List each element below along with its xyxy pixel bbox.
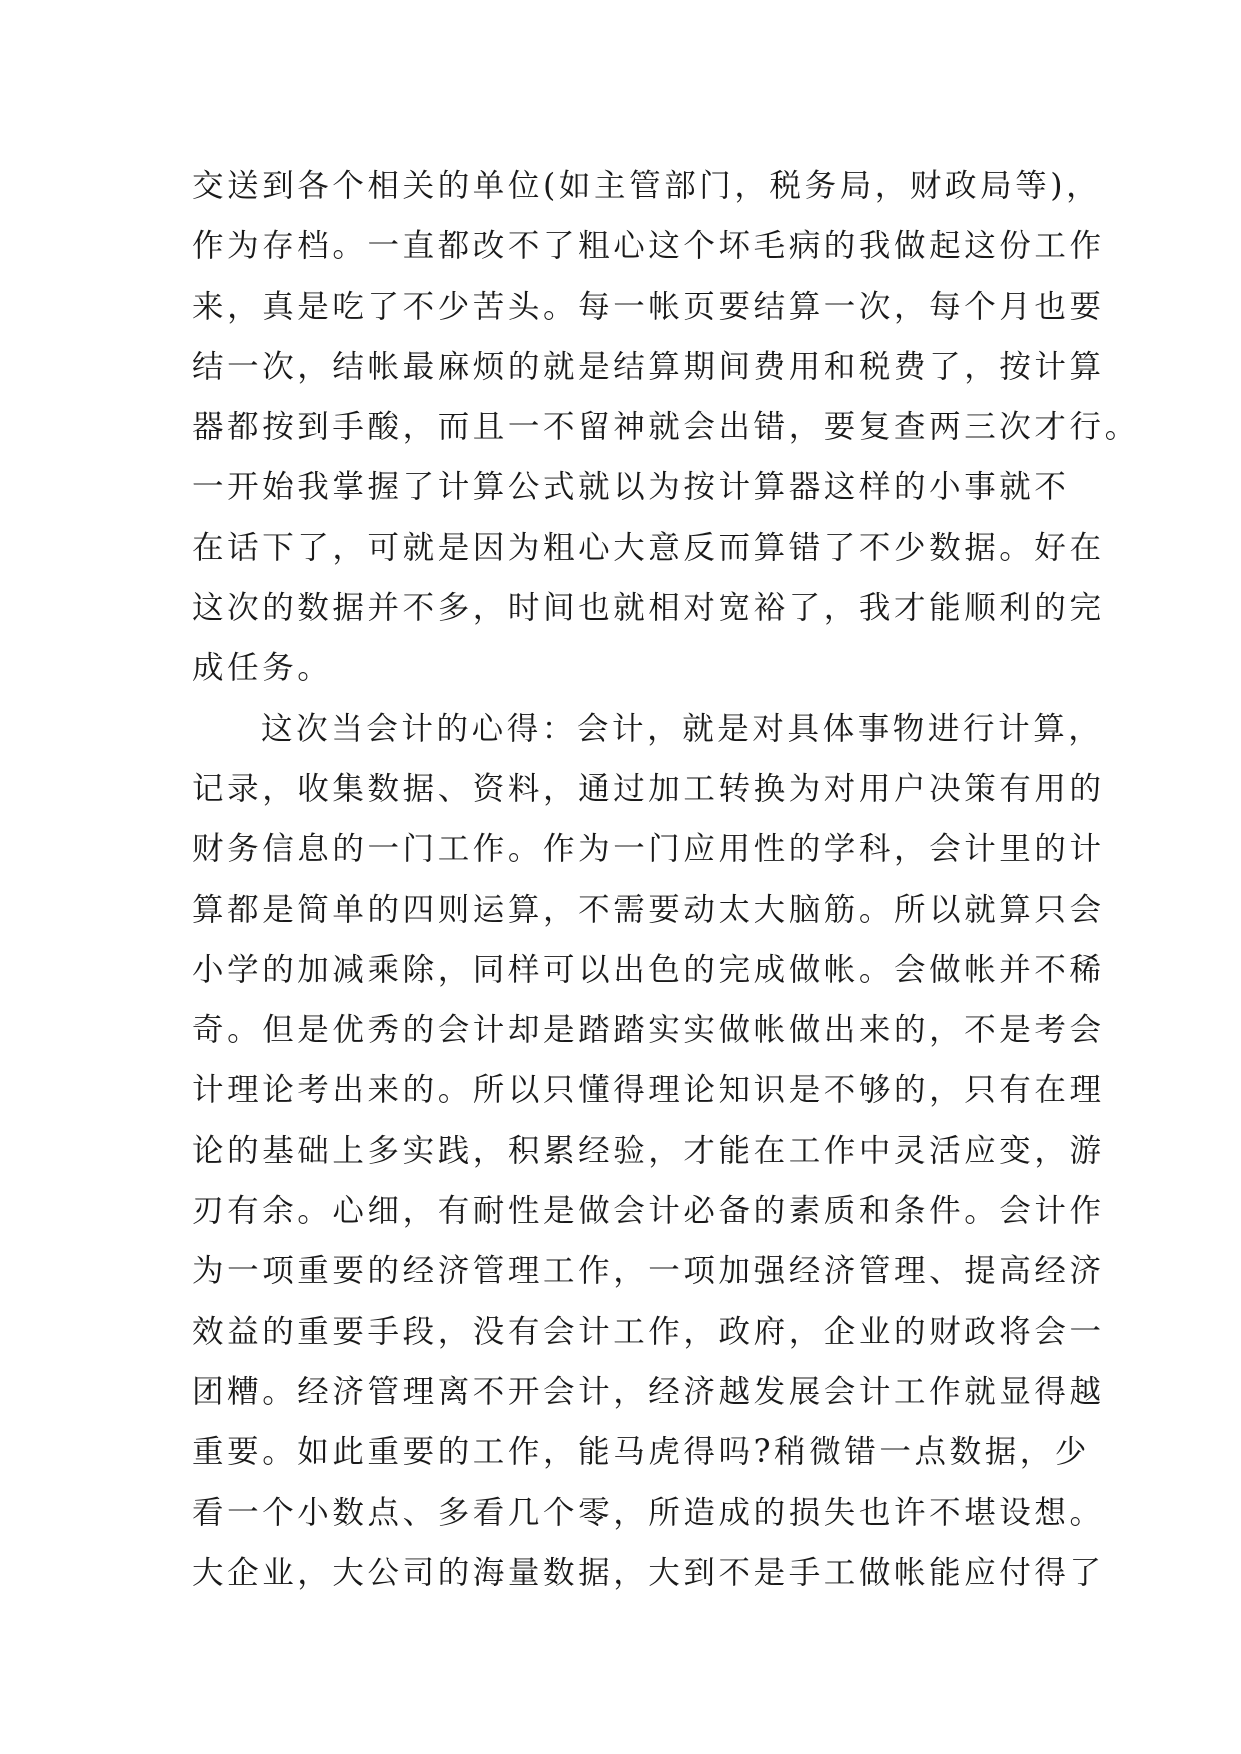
text-line: 这次的数据并不多，时间也就相对宽裕了，我才能顺利的完 (192, 590, 1105, 627)
text-line: 看一个小数点、多看几个零，所造成的损失也许不堪设想。 (192, 1494, 1105, 1531)
text-line: 一开始我掌握了计算公式就以为按计算器这样的小事就不 (192, 469, 1070, 506)
text-line: 来，真是吃了不少苦头。每一帐页要结算一次，每个月也要 (192, 288, 1105, 325)
text-line: 小学的加减乘除，同样可以出色的完成做帐。会做帐并不稀 (192, 951, 1105, 988)
text-line: 计理论考出来的。所以只懂得理论知识是不够的，只有在理 (192, 1072, 1105, 1109)
text-line: 器都按到手酸，而且一不留神就会出错，要复查两三次才行。 (192, 409, 1140, 446)
text-line: 刃有余。心细，有耐性是做会计必备的素质和条件。会计作 (192, 1193, 1105, 1230)
text-line: 重要。如此重要的工作，能马虎得吗?稍微错一点数据，少 (192, 1434, 1090, 1471)
text-line: 效益的重要手段，没有会计工作，政府，企业的财政将会一 (192, 1313, 1105, 1350)
paragraph-start-line: 这次当会计的心得：会计，就是对具体事物进行计算， (261, 710, 1104, 747)
text-line: 论的基础上多实践，积累经验，才能在工作中灵活应变，游 (192, 1132, 1105, 1169)
text-line: 结一次，结帐最麻烦的就是结算期间费用和税费了，按计算 (192, 348, 1105, 385)
text-line: 团糟。经济管理离不开会计，经济越发展会计工作就显得越 (192, 1373, 1105, 1410)
text-line: 作为存档。一直都改不了粗心这个坏毛病的我做起这份工作 (192, 228, 1105, 265)
text-line: 算都是简单的四则运算，不需要动太大脑筋。所以就算只会 (192, 891, 1105, 928)
text-line: 奇。但是优秀的会计却是踏踏实实做帐做出来的，不是考会 (192, 1012, 1105, 1049)
text-line: 大企业，大公司的海量数据，大到不是手工做帐能应付得了 (192, 1554, 1105, 1591)
text-line: 在话下了，可就是因为粗心大意反而算错了不少数据。好在 (192, 529, 1105, 566)
text-line: 记录，收集数据、资料，通过加工转换为对用户决策有用的 (192, 770, 1105, 807)
text-line: 交送到各个相关的单位(如主管部门，税务局，财政局等)， (192, 168, 1102, 204)
body-text (192, 156, 1140, 1603)
text-line: 成任务。 (192, 650, 333, 687)
text-line: 财务信息的一门工作。作为一门应用性的学科，会计里的计 (192, 831, 1105, 868)
text-line: 为一项重要的经济管理工作，一项加强经济管理、提高经济 (192, 1253, 1105, 1290)
